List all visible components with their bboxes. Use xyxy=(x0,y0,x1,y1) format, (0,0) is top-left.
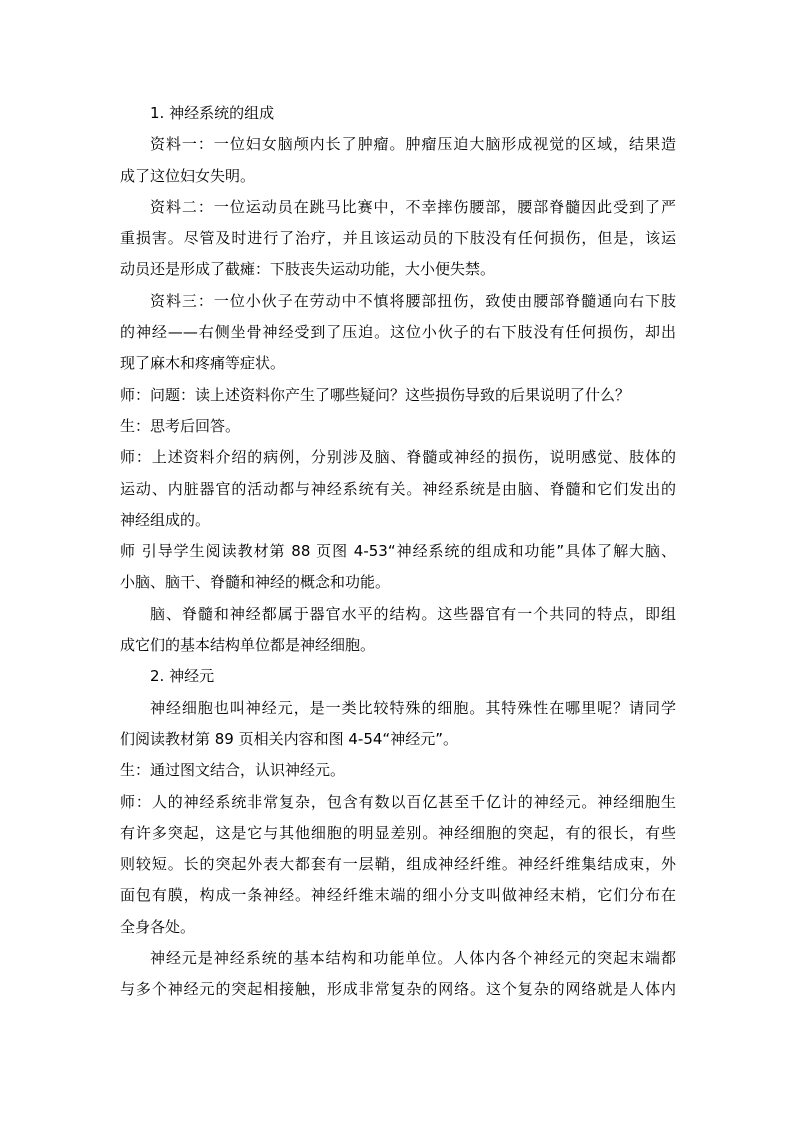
text-line: 神经细胞也叫神经元，是一类比较特殊的细胞。其特殊性在哪里呢？请同学 xyxy=(150,698,676,717)
text-line: 与多个神经元的突起相接触，形成非常复杂的网络。这个复杂的网络就是人体内 xyxy=(120,980,676,999)
text-line: 则较短。长的突起外表大都套有一层鞘，组成神经纤维。神经纤维集结成束，外 xyxy=(120,855,676,874)
text-line: 面包有膜，构成一条神经。神经纤维末端的细小分支叫做神经末梢，它们分布在 xyxy=(120,886,676,905)
text-line: 成了这位妇女失明。 xyxy=(120,166,256,185)
text-line: 有许多突起，这是它与其他细胞的明显差别。神经细胞的突起，有的很长，有些 xyxy=(120,823,676,842)
text-line: 的神经——右侧坐骨神经受到了压迫。这位小伙子的右下肢没有任何损伤，却出 xyxy=(120,323,676,342)
text-line: 全身各处。 xyxy=(120,917,196,936)
text-line: 神经元是神经系统的基本结构和功能单位。人体内各个神经元的突起末端都 xyxy=(150,949,676,968)
text-line: 1. 神经系统的组成 xyxy=(150,104,275,122)
text-line: 资料三：一位小伙子在劳动中不慎将腰部扭伤，致使由腰部脊髓通向右下肢 xyxy=(150,291,676,310)
text-line: 们阅读教材第 89 页相关内容和图 4-54“神经元”。 xyxy=(120,729,458,748)
text-line: 神经组成的。 xyxy=(120,510,211,529)
document-body xyxy=(120,98,676,1006)
text-line: 小脑、脑干、脊髓和神经的概念和功能。 xyxy=(120,573,391,592)
text-line: 师：问题：读上述资料你产生了哪些疑问？这些损伤导致的后果说明了什么？ xyxy=(120,385,631,404)
text-line: 资料一：一位妇女脑颅内长了肿瘤。肿瘤压迫大脑形成视觉的区域，结果造 xyxy=(150,135,676,154)
text-line: 运动、内脏器官的活动都与神经系统有关。神经系统是由脑、脊髓和它们发出的 xyxy=(120,479,676,498)
text-line: 脑、脊髓和神经都属于器官水平的结构。这些器官有一个共同的特点，即组 xyxy=(150,604,676,623)
text-line: 资料二：一位运动员在跳马比赛中，不幸摔伤腰部，腰部脊髓因此受到了严 xyxy=(150,197,676,216)
text-line: 重损害。尽管及时进行了治疗，并且该运动员的下肢没有任何损伤，但是，该运 xyxy=(120,229,676,248)
text-line: 动员还是形成了截瘫：下肢丧失运动功能，大小便失禁。 xyxy=(120,260,496,279)
text-line: 师：上述资料介绍的病例，分别涉及脑、脊髓或神经的损伤，说明感觉、肢体的 xyxy=(120,448,676,467)
text-line: 2. 神经元 xyxy=(150,667,215,686)
text-line: 师：人的神经系统非常复杂，包含有数以百亿甚至千亿计的神经元。神经细胞生 xyxy=(120,792,676,811)
text-line: 成它们的基本结构单位都是神经细胞。 xyxy=(120,636,376,655)
text-line: 生：通过图文结合，认识神经元。 xyxy=(120,761,346,780)
text-line: 生：思考后回答。 xyxy=(120,416,241,435)
text-line: 师 引导学生阅读教材第 88 页图 4-53“神经系统的组成和功能”具体了解大脑、 xyxy=(120,542,676,561)
text-line: 现了麻木和疼痛等症状。 xyxy=(120,354,286,373)
